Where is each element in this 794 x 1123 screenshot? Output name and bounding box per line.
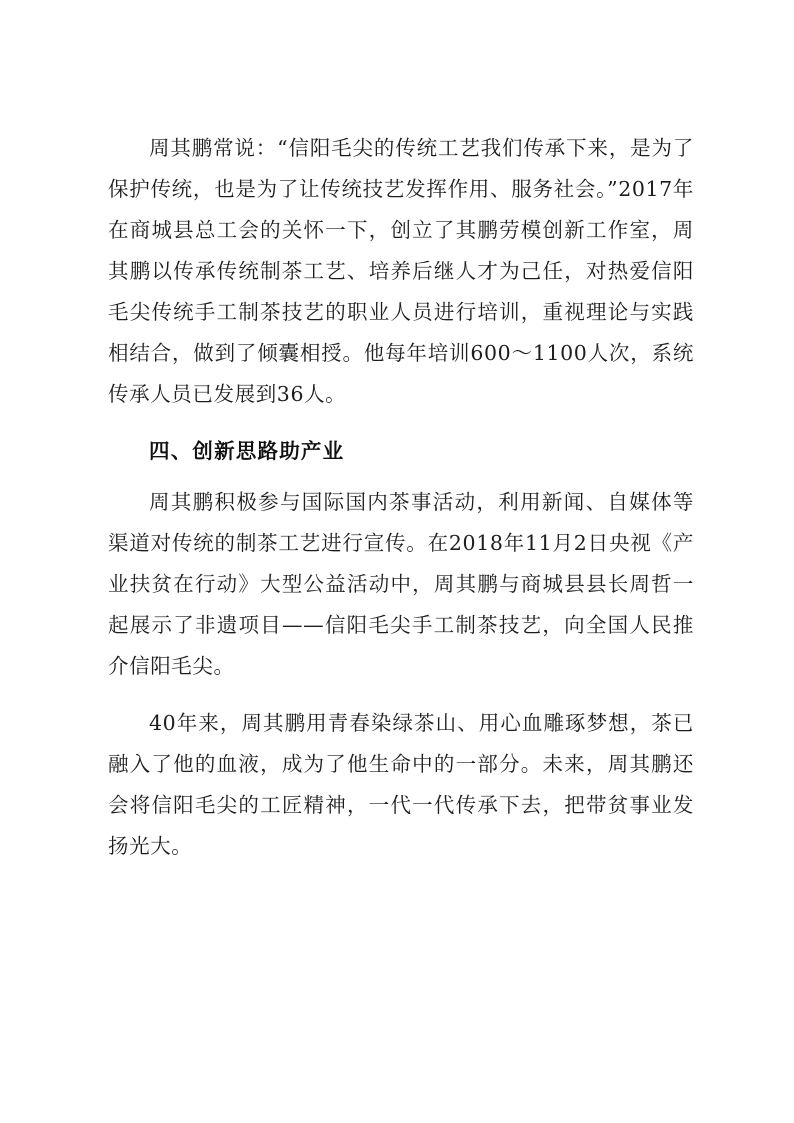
paragraph-zhou-qipeng-quote: 周其鹏常说：“信阳毛尖的传统工艺我们传承下来，是为了保护传统，也是为了让传统技艺发挥作用、服务社会。”2017年在商城县总工会的关怀一下，创立了其鹏劳模创新工作室，周其鹏以传承传统制茶工艺、培养后继人才为己任，对热爱信阳毛尖传统手工制茶技艺的职业人员进行培训，重视理论与实践相结合，做到了倾囊相授。他每年培训600～1100人次，系统传承人员已发展到36人。 bbox=[108, 136, 694, 406]
paragraph-forty-years-conclusion: 40年来，周其鹏用青春染绿茶山、用心血雕琢梦想，茶已融入了他的血液，成为了他生命中的一部分。未来，周其鹏还会将信阳毛尖的工匠精神，一代一代传承下去，把带贫事业发扬光大。 bbox=[108, 711, 694, 858]
document-body bbox=[108, 128, 694, 867]
paragraph-spacer bbox=[108, 689, 694, 703]
paragraph-tea-events-promotion: 周其鹏积极参与国际国内茶事活动，利用新闻、自媒体等渠道对传统的制茶工艺进行宣传。在2018年11月2日央视《产业扶贫在行动》大型公益活动中，周其鹏与商城县县长周哲一起展示了非遗项目——信阳毛尖手工制茶技艺，向全国人民推介信阳毛尖。 bbox=[108, 490, 694, 678]
heading-section-four: 四、创新思路助产业 bbox=[149, 439, 345, 463]
